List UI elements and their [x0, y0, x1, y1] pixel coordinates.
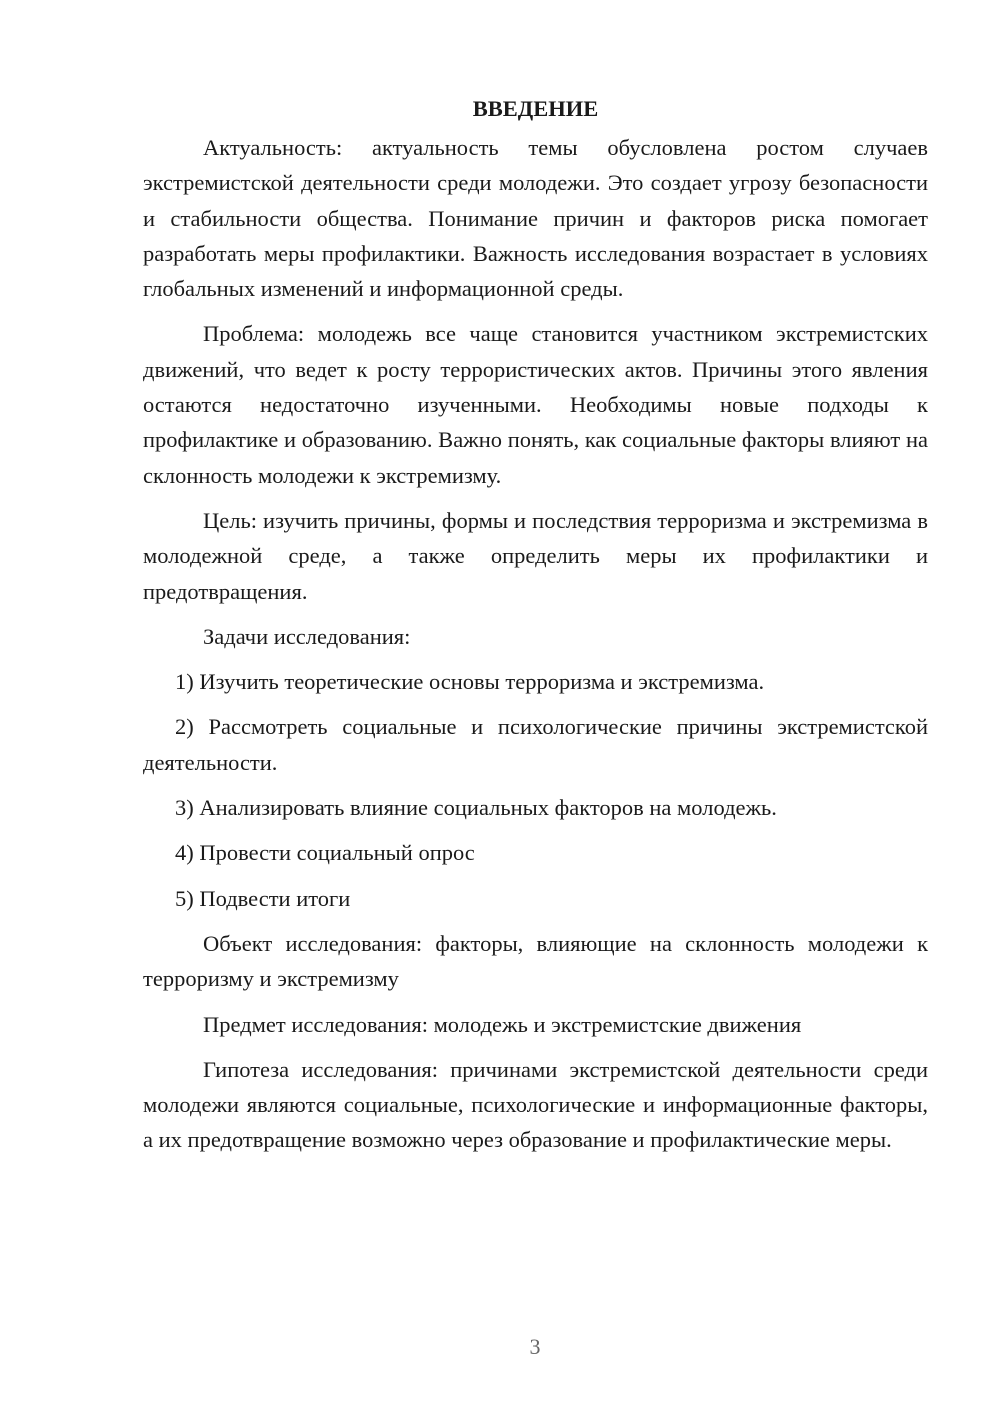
paragraph-problem: Проблема: молодежь все чаще становится участником экстремистских движений, что ведет к росту террористических актов. Причины этого явления остаются недостаточно изученными. Необходимы новые подходы к профилактике и образованию. Важно понять, как социальные факторы влияют на склонность молодежи к экстремизму. [143, 321, 928, 488]
task-item-5: 5) Подвести итоги [175, 885, 351, 911]
paragraph-hypothesis: Гипотеза исследования: причинами экстремистской деятельности среди молодежи являются социальные, психологические и информационные факторы, а их предотвращение возможно через образование и профилактические меры. [143, 1056, 928, 1153]
task-item-4: 4) Провести социальный опрос [175, 840, 475, 866]
paragraph-relevance: Актуальность: актуальность темы обусловлена ростом случаев экстремистской деятельности среди молодежи. Это создает угрозу безопасности и стабильности общества. Понимание причин и факторов риска помогает разработать меры профилактики. Важность исследования возрастает в условиях глобальных изменений и информационной среды. [143, 135, 928, 302]
page-content [143, 92, 928, 1168]
task-item-1: 1) Изучить теоретические основы терроризма и экстремизма. [175, 669, 765, 695]
page-number: 3 [529, 1334, 541, 1359]
task-item-3: 3) Анализировать влияние социальных факторов на молодежь. [175, 795, 777, 821]
paragraph-subject: Предмет исследования: молодежь и экстремистские движения [203, 1011, 802, 1037]
task-item-2: 2) Рассмотреть социальные и психологические причины экстремистской деятельности. [143, 714, 928, 775]
paragraph-tasks-title: Задачи исследования: [203, 623, 411, 649]
section-heading: ВВЕДЕНИЕ [472, 96, 599, 121]
paragraph-object: Объект исследования: факторы, влияющие на склонность молодежи к терроризму и экстремизму [143, 930, 928, 992]
paragraph-goal: Цель: изучить причины, формы и последствия терроризма и экстремизма в молодежной среде, а также определить меры их профилактики и предотвращения. [143, 507, 928, 604]
